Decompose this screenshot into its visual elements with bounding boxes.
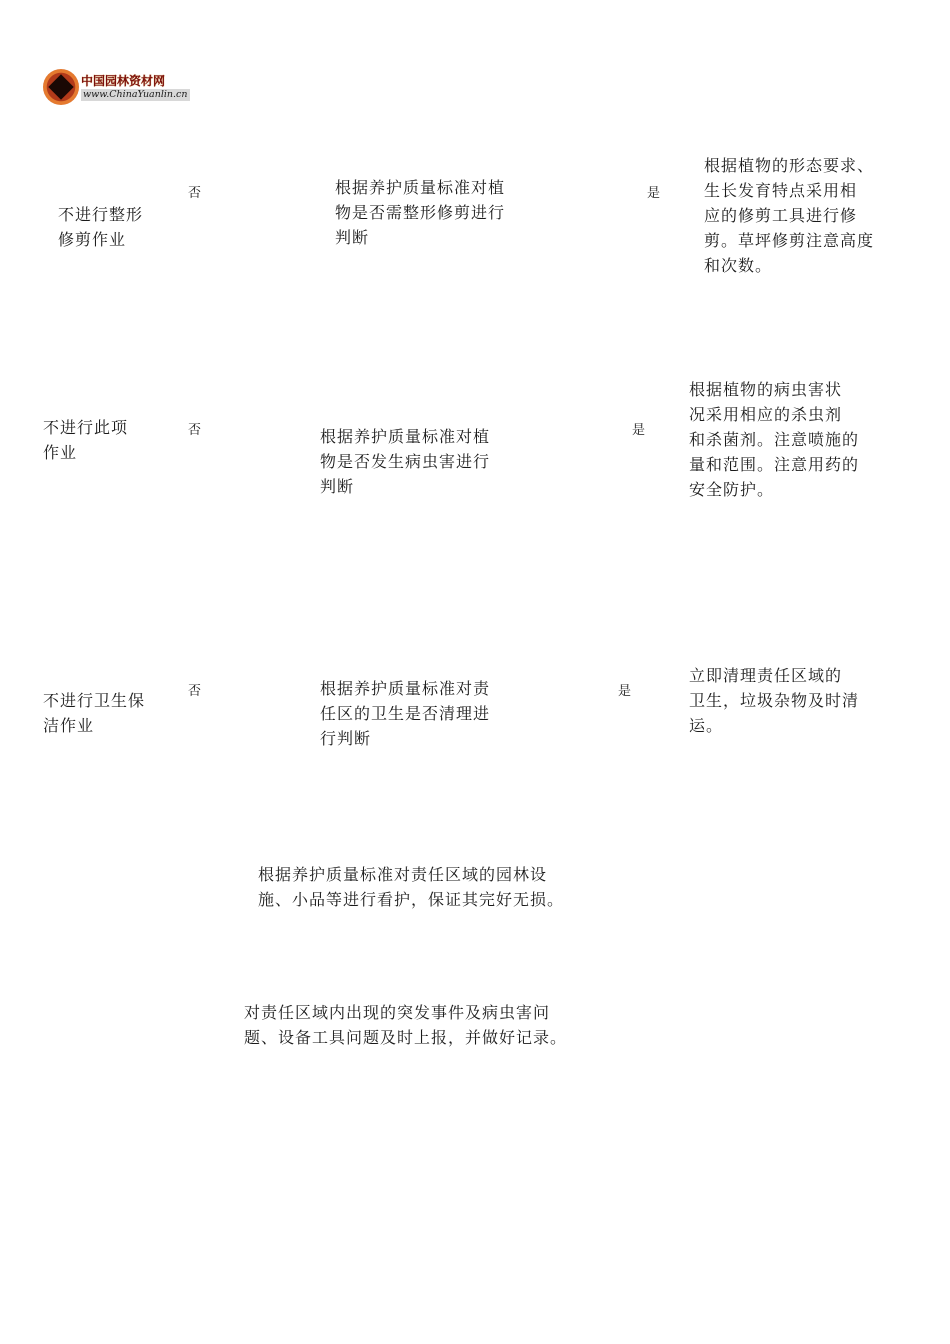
row1-yes-label: 是 — [647, 186, 661, 201]
incident-report-note: 对责任区域内出现的突发事件及病虫害问 题、设备工具问题及时上报，并做好记录。 — [244, 1003, 568, 1047]
row1-no-label: 否 — [188, 186, 202, 201]
row3-no-label: 否 — [188, 684, 202, 699]
row2-action-text: 根据植物的病虫害状 况采用相应的杀虫剂 和杀菌剂。注意喷施的 量和范围。注意用药的 安全防护。 — [689, 380, 860, 499]
logo-text — [81, 74, 190, 101]
row3-yes-label: 是 — [618, 684, 632, 699]
row3-decision-text: 根据养护质量标准对责 任区的卫生是否清理进 行判断 — [320, 679, 491, 748]
row1-decision-text: 根据养护质量标准对植 物是否需整形修剪进行 判断 — [335, 178, 506, 247]
logo-url: www.ChinaYuanlin.cn — [83, 88, 188, 100]
row2-decision-text: 根据养护质量标准对植 物是否发生病虫害进行 判断 — [320, 427, 491, 496]
row2-left-text: 不进行此项 作业 — [43, 418, 129, 462]
row1-left-text: 不进行整形 修剪作业 — [58, 205, 144, 249]
row2-yes-label: 是 — [632, 423, 646, 438]
logo-emblem-icon — [43, 69, 79, 105]
row3-left-text: 不进行卫生保 洁作业 — [43, 691, 146, 735]
site-logo — [43, 66, 188, 108]
row1-action-text: 根据植物的形态要求、 生长发育特点采用相 应的修剪工具进行修 剪。草坪修剪注意高度 和次数。 — [704, 156, 875, 275]
facility-care-note: 根据养护质量标准对责任区域的园林设 施、小品等进行看护，保证其完好无损。 — [258, 865, 565, 909]
row3-action-text: 立即清理责任区域的 卫生，垃圾杂物及时清 运。 — [689, 666, 860, 735]
logo-chinese-name: 中国园林资材网 — [81, 73, 166, 88]
row2-no-label: 否 — [188, 423, 202, 438]
